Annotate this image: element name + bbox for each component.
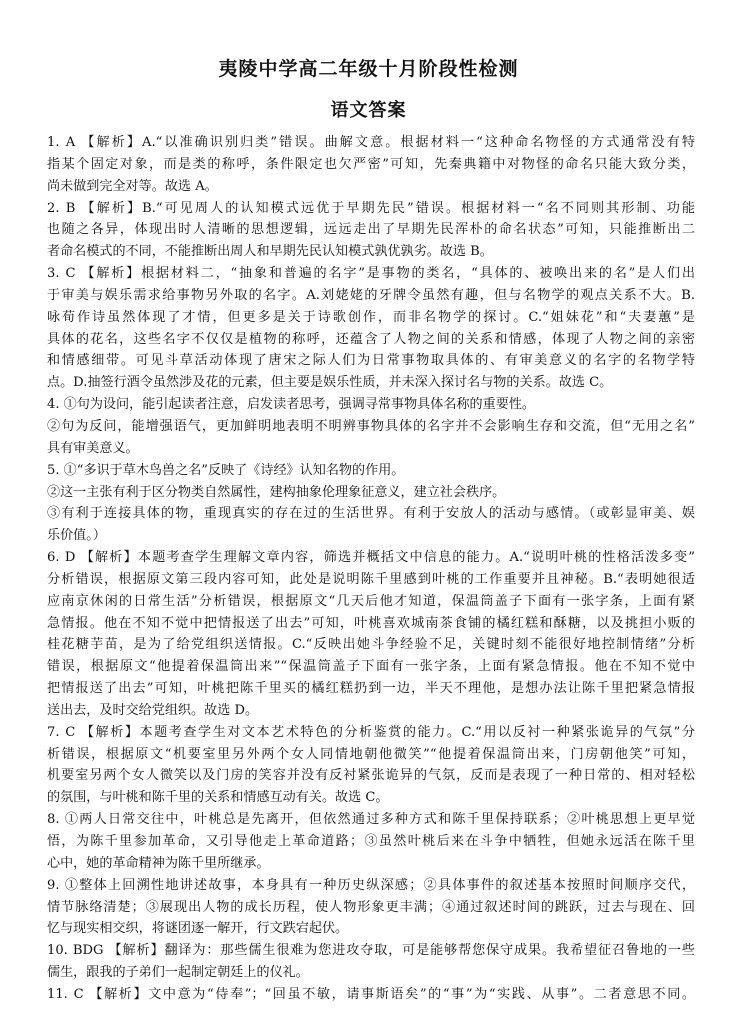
- answer-text-line: 应南京休闲的日常生活”分析错误，根据原文“几天后他才知道，保温筒盖子下面有一张字条，上面有紧: [47, 593, 695, 609]
- answer-text-line: ③有利于连接具体的物，重现真实的存在过的生活世界。有利于安放人的活动与感情。（或彰显审美、娱: [47, 506, 695, 522]
- answer-text-line: 桂花糖芋苗，是为了给党组织送情报。C.“反映出她斗争经验不足，关键时刻不能很好地控制情绪”分析: [47, 637, 695, 653]
- answer-text-line: 急情报。他在不知不觉中把情报送了出去”可知，叶桃喜欢城南茶食铺的橘红糕和酥糖，以及挑担小贩的: [47, 615, 695, 631]
- answer-text-line: 咏荀作诗虽然体现了才情，但更多是关于诗歌创作，而非名物学的探讨。C.“姐妹花”和“夫妻蕙”是: [47, 309, 695, 325]
- answer-text-line: 儒生，跟我的子弟们一起制定朝廷上的仪礼。: [47, 965, 309, 981]
- answer-text-line: 错误，根据原文“他提着保温筒出来”“保温筒盖子下面有一张字条，上面有紧急情报。他在不知不觉中: [47, 659, 695, 675]
- answer-text-line: 6. D 【解析】本题考查学生理解文章内容，筛选并概括文中信息的能力。A.“说明叶桃的性格活泼多变”: [47, 550, 695, 566]
- answer-text-line: 4. ①句为设问，能引起读者注意，启发读者思考，强调寻常事物具体名称的重要性。: [47, 397, 536, 413]
- answer-text-line: 具有审美意义。: [47, 440, 139, 456]
- answer-text-line: 于审美与娱乐需求给事物另外取的名字。A.刘姥姥的牙牌令虽然有趣，但与名物学的观点关系不大。B.: [47, 287, 695, 303]
- answer-text-line: 7. C 【解析】本题考查学生对文本艺术特色的分析鉴赏的能力。C.“用以反衬一种紧张诡异的气氛”分: [47, 724, 695, 740]
- answer-text-line: 机要室另两个女人微笑以及门房的笑容并没有反衬紧张诡异的气氛，反而是表现了一种日常的、相对轻松: [47, 768, 695, 784]
- answer-text-line: 也随之各异，体现出时人清晰的思想逻辑，远远走出了早期先民浑朴的命名状态”可知，只能推断出二: [47, 222, 695, 238]
- answer-text-line: 具体的花名，这些名字不仅仅是植物的称呼，还蕴含了人物之间的关系和情感，体现了人物之间的亲密: [47, 331, 695, 347]
- answer-text-line: 乐价值。）: [47, 528, 106, 544]
- page-title: 夷陵中学高二年级十月阶段性检测: [218, 58, 519, 80]
- answer-text-line: 情节脉络清楚；③展现出人物的成长历程，使人物形象更丰满；④通过叙述时间的跳跃，过去与现在、回: [47, 899, 695, 915]
- answer-text-line: 者命名模式的不同，不能推断出周人和早期先民认知模式孰优孰劣。故选 B。: [47, 244, 493, 260]
- answer-text-line: 忆与现实相交织，将谜团逐一解开，行文跌宕起伏。: [47, 921, 349, 937]
- answer-text-line: 送出去，及时交给党组织。故选 D。: [47, 702, 259, 718]
- answer-text-line: 把情报送了出去”可知，叶桃把陈千里买的橘红糕扔到一边，半天不理他，是想办法让陈千里把紧急情报: [47, 681, 695, 697]
- answer-text-line: 的氛围，与叶桃和陈千里的关系和情感互动有关。故选 C。: [47, 790, 389, 806]
- answer-body: [47, 132, 695, 1006]
- answer-text-line: 悟，为陈千里参加革命，又引导他走上革命道路；③虽然叶桃后来在斗争中牺牲，但她永远活在陈千里: [47, 834, 695, 849]
- answer-text-line: 5. ①“多识于草木鸟兽之名”反映了《诗经》认知名物的作用。: [47, 462, 405, 478]
- answer-text-line: 9. ①整体上回溯性地讲述故事，本身具有一种历史纵深感；②具体事件的叙述基本按照时间顺序交代，: [47, 877, 695, 893]
- answer-text-line: 析错误，根据原文“机要室里另外两个女人同情地朝他微笑”“他提着保温筒出来，门房朝他笑”可知，: [47, 746, 695, 762]
- answer-text-line: ②句为反问，能增强语气，更加鲜明地表明不明辨事物具体的名字并不会影响生存和交流，但“无用之名”: [47, 418, 695, 434]
- answer-text-line: 点。D.抽签行酒令虽然涉及花的元素，但主要是娱乐性质，并未深入探讨名与物的关系。故选 C。: [47, 375, 613, 391]
- answer-text-line: 1. A 【解析】A.“以准确识别归类”错误。曲解文意。根据材料一“这种命名物怪的方式通常没有特: [47, 135, 695, 150]
- answer-text-line: 尚未做到完全对等。故选 A。: [47, 178, 218, 194]
- answer-text-line: 8. ①两人日常交往中，叶桃总是先离开，但依然通过多种方式和陈千里保持联系；②叶桃思想上更早觉: [47, 812, 695, 828]
- answer-text-line: 3. C 【解析】根据材料二，“抽象和普遍的名字”是事物的类名，“具体的、被唤出来的名”是人们出: [47, 266, 695, 282]
- page-subtitle: 语文答案: [330, 100, 407, 121]
- answer-text-line: 11. C 【解析】文中意为“侍奉”；“回虽不敏，请事斯语矣”的“事”为“实践、从事”。二者意思不同。: [47, 986, 695, 1002]
- answer-text-line: 分析错误，根据原文第三段内容可知，此处是说明陈千里感到叶桃的工作重要并且神秘。B.“表明她很适: [47, 571, 695, 587]
- answer-text-line: 10. BDG 【解析】翻译为：那些儒生很难为您进攻夺取，可是能够帮您保守成果。我希望征召鲁地的一些: [47, 943, 695, 959]
- answer-text-line: 和情感细带。可见斗草活动体现了唐宋之际人们为日常事物取具体的、有审美意义的名字的名物学特: [47, 353, 695, 369]
- answer-text-line: ②这一主张有利于区分物类自然属性，建构抽象伦理象征意义，建立社会秩序。: [47, 484, 506, 500]
- answer-text-line: 2. B 【解析】B.“可见周人的认知模式远优于早期先民”错误。根据材料一“名不同则其形制、功能: [47, 200, 695, 216]
- answer-text-line: 指某个固定对象，而是类的称呼，条件限定也欠严密”可知，先秦典籍中对物怪的命名只能大致分类，: [47, 156, 695, 172]
- answer-text-line: 心中，她的革命精神为陈千里所继承。: [47, 855, 270, 871]
